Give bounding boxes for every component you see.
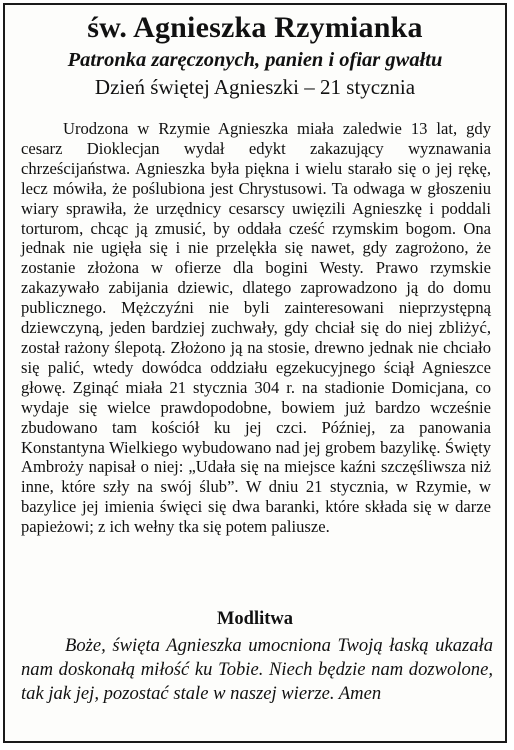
prayer-card xyxy=(3,3,507,743)
prayer-heading: Modlitwa xyxy=(216,609,294,629)
saint-title: św. Agnieszka Rzymianka xyxy=(87,11,423,44)
prayer-paragraph: Boże, święta Agnieszka umocniona Twoją łaską ukazała nam doskonałą miłość ku Tobie. Niech będzie nam dozwolone, tak jak jej, pozostać stale w naszej wierze. Amen xyxy=(21,635,493,705)
feast-day-line: Dzień świętej Agnieszki – 21 stycznia xyxy=(94,75,416,99)
patronage-subtitle: Patronka zaręczonych, panien i ofiar gwałtu xyxy=(67,49,443,71)
biography-paragraph: Urodzona w Rzymie Agnieszka miała zaledwie 13 lat, gdy cesarz Dioklecjan wydał edykt zakazujący wyznawania chrześcijaństwa. Agnieszka była piękna i wielu starało się o jej rękę, lecz mówiła, że poślubiona jest Chrystusowi. Ta odwaga w głoszeniu wiary sprawiła, że urzędnicy cesarscy uwięzili Agnieszkę i poddali torturom, chcąc ją zmusić, by oddała cześć rzymskim bogom. Ona jednak nie ugięła się i nie przelękła się nawet, gdy zagrożono, że zostanie złożona w ofierze dla bogini Westy. Prawo rzymskie zakazywało zabijania dziewic, dlatego zaprowadzono ją do domu publicznego. Mężczyźni nie byli zainteresowani nieprzystępną dziewczyną, jeden bardziej zuchwały, gdy chciał się do niej zbliżyć, został rażony ślepotą. Złożono ją na stosie, drewno jednak nie chciało się palić, wtedy dowódca oddziału egzekucyjnego ściął Agnieszce głowę. Zginąć miała 21 stycznia 304 r. na stadionie Domicjana, co wydaje się wielce prawdopodobne, bowiem już bardzo wcześnie zbudowano tam kościół ku jej czci. Później, za panowania Konstantyna Wielkiego wybudowano nad jej grobem bazylikę. Święty Ambroży napisał o niej: „Udała się na miejsce kaźni szczęśliwsza niż inne, które szły na swój ślub”. W dniu 21 stycznia, w Rzymie, w bazylice jej imienia święci się dwa baranki, które składa się w darze papieżowi; z ich wełny tka się potem paliusze. xyxy=(21,119,491,537)
